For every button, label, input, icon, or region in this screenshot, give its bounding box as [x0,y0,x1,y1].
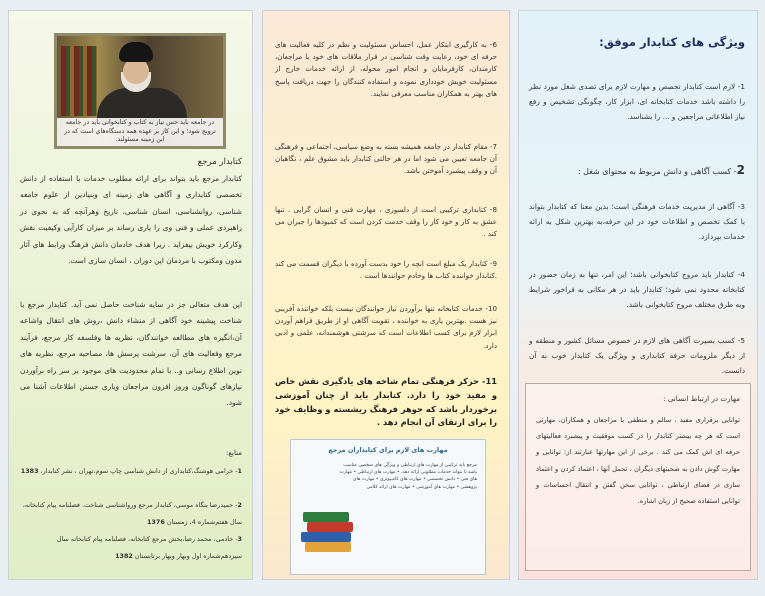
portrait-photo [54,33,226,149]
middle-panel [262,10,510,580]
list-item: 10- خدمات کتابخانه تنها برآوردن نیاز خوانندگان نیست بلکه خواننده آفرینی نیز هست .بهترین یاری به خواننده ، تقویت آگاهی او از طریق فراهم آوردن ابزار لازم برای کسب اطلاعات است که سرشتی هوشمندانه، علمی و ادبی دارد. [275,304,497,350]
list-item: 6- به کارگیری ابتکار عمل، احساس مسئولیت و نظم در کلیه فعالیت های حرفه ای خود، رعایت وقت شناسی در قرار ملاقات های خود با مراجعان، کارمندان، کارفرمایان و انجام امور محوله، از ارائه خدمات خارج از مسئولیت خویش خودداری نموده و استفاده کنندگان را جهت دریافت پاسخ های بهتر به همکاران مناسب معرفی نمایند. [275,40,497,98]
source-item: 3- خادمی، محمد رضا،بخش مرجع کتابخانه، فصلنامه پیام کتابخانه سال سیزدهم‌شماره اول وبهار وبهار برتابستان 1382 [56,535,242,560]
list-item: 1- لازم است کتابدار تخصص و مهارت لازم برای تصدی شغل مورد نظر را داشته باشد خدمات کتابخانه ای، ابزار کار، چگونگی تشخیص و رفع نیاز اطلاعاتی مراجعین و ... را بشناسد. [529,82,745,121]
illustration-text: مرجع باید ترکیبی از مهارت های ارتباطی و ویژگی های شخصی مناسب باشد تا بتواند خدمات مطلوبی ارائه دهد. • مهارت های ارتباطی • مهارت های فنی • دانش تخصصی • مهارت های کامپیوتری • مهارت های پژوهشی • مهارت های آموزشی • مهارت های ارائه کلامی [339,463,477,490]
list-item: 4- کتابدار باید مروج کتابخوانی باشد؛ این امر، تنها به زمان حضور در کتابخانه محدود نمی شود؛ کتابدار باید در هر مکانی به فراخور شرایط وبه طرق مختلف مروج کتابخوانی باشد. [529,270,745,309]
sources-label: منابع: [225,449,242,457]
left-panel [8,10,253,580]
section-title: کتابدار مرجع [197,157,242,167]
books-illustration [290,439,486,575]
paragraph: این هدف متعالی جز در سایه شناخت حاصل نمی آید. کتابدار مرجع با شناخت پیشینه خود آگاهی از منشاء دانش ،روش های انتقال واشاعه آن،انگیزه های مطالعه خوانندگان، نظریه ها وفلسفه کار مرجع، فرآیند مرجع وفعالیت های آن، سرشت پرسش ها، مصاحبه مرجع، نظریه های نوین اطلاع رسانی و.. با تمام محدودیت های موجود بر سر راه برآوردن نیازهای گوناگون وروز افزون مراجعان ویاری جستن اطلاعات آشنا می شود. [20,300,242,408]
skills-box [525,383,751,571]
list-item: 9- کتابدار یک مبلغ است انچه را خود بدست آورده با دیگران قسمت می کند .کتابدار خواننده کتاب ها وخادم خوانندها است . [275,259,497,281]
source-item: 1- خرامی هوشنگ،کتابداری از دانش شناسی چاپ سوم،تهران ، نشر کتابدار، 1383 [20,467,242,475]
paragraph: کتابدار مرجع باید بتواند برای ارائه مطلوب خدمات با استفاده از دانش تخصصی کتابداری و آگاهی های زمینه ای وبنیادین از علوم جامعه شناسی، روانشناسی، انسان شناسی، تاریخ وهرآنچه که به نحوی در راهبردی عملی و فنی وی را یاری رساند بر میزان کارآیی وکیفیت نقش وکارکرد خویش بیفزاید . زیرا هدف خادمان دانش فرهنگ ورابط های آثار مدون ومکتوب با مردمان این دوران ، انسان سازی است. [20,174,242,266]
bookshelf-image [61,46,97,116]
box-title: مهارت در ارتباط انسانی : [663,394,740,403]
source-item: 2- حمیدرضا بنگاه موسی، کتابدار مرجع ورواشناسی شناخت. فصلنامه پیام کتابخانه، سال هفتم‌شماره 4، زمستان 1376 [22,501,242,526]
list-item: 2- کسب آگاهی و دانش مربوط به محتوای شغل : [577,163,745,177]
book-icon [307,522,353,532]
right-panel [518,10,758,580]
list-item-highlight: 11- حرکر فرهنگی تمام شاخه های یادگیری نقش خاص و مفید خود را دارد. کتابدار باید از چنان آموزشی برخوردار باشد که جوهر فرهنگ ریشسته و وظایف خود را برای ارتقای آن انجام دهد . [275,376,497,428]
book-icon [303,512,349,522]
list-item: 3- آگاهی از مدیریت خدمات فرهنگی است؛ بدین معنا که کتابدار بتواند با کمک تخصص و اطلاعات خود در این حرفه،به بهترین شکل به ارائه خدمات بپردازد. [529,202,745,241]
list-item: 8- کتابداری ترکیبی است از دلسوزی ، مهارت فنی و انسان گرایی . تنها عشق به کار و خود کار را وقف خدمت کردن است که کمبودها را جبران می کند . [275,205,497,239]
book-icon [305,542,351,552]
book-icon [301,532,351,542]
illustration-heading: مهارت های لازم برای کتابداران مرجع [328,446,448,454]
page-title: ویژگی های کتابدار موفق: [599,35,745,49]
box-text: توانایی برقراری مفید ، سالم و منطقی با مراجعان و همکاران، مهارتی است که هر چه بیشتر کتابدار را در کسب موفقیت و پیشبرد فعالیتهای حرفه ای اش کمک می کند . برخی از این مهارتها عبارتند از: توانایی و مهارت گوش دادن به صحبتهای دیگران ، تحمل آنها ، اعتماد کردن و اعتماد سازی در فضای ارتباطی ، توانایی سخن گفتن و انتقال احساسات و توانایی استفاده صحیح از زبان اشاره. [536,416,740,506]
list-item: 7- مقام کتابدار در جامعه همیشه بسته به وضع سیاسی، اجتماعی و فرهنگی آن جامعه تعیین می شود اما در هر حالتی کتابدار باید مشوق علم ، نگاهبان آن و وقف پیشبرد آموختن باشد. [275,142,497,176]
photo-caption: در جامعه باید حس نیاز به کتاب و کتابخوانی باید در جامعه ترویج شود؛ و این کار بر عهده همه دستگاه‌های است که در این زمینه مسئولند. [57,118,223,146]
list-item: 5- کسب بصیرت آگاهی های لازم در خصوص مسائل کشور و منطقه و از دیگر ملزومات حرفه کتابداری و ویژگی یک کتابدار خوب به آن دانست. [529,336,745,375]
